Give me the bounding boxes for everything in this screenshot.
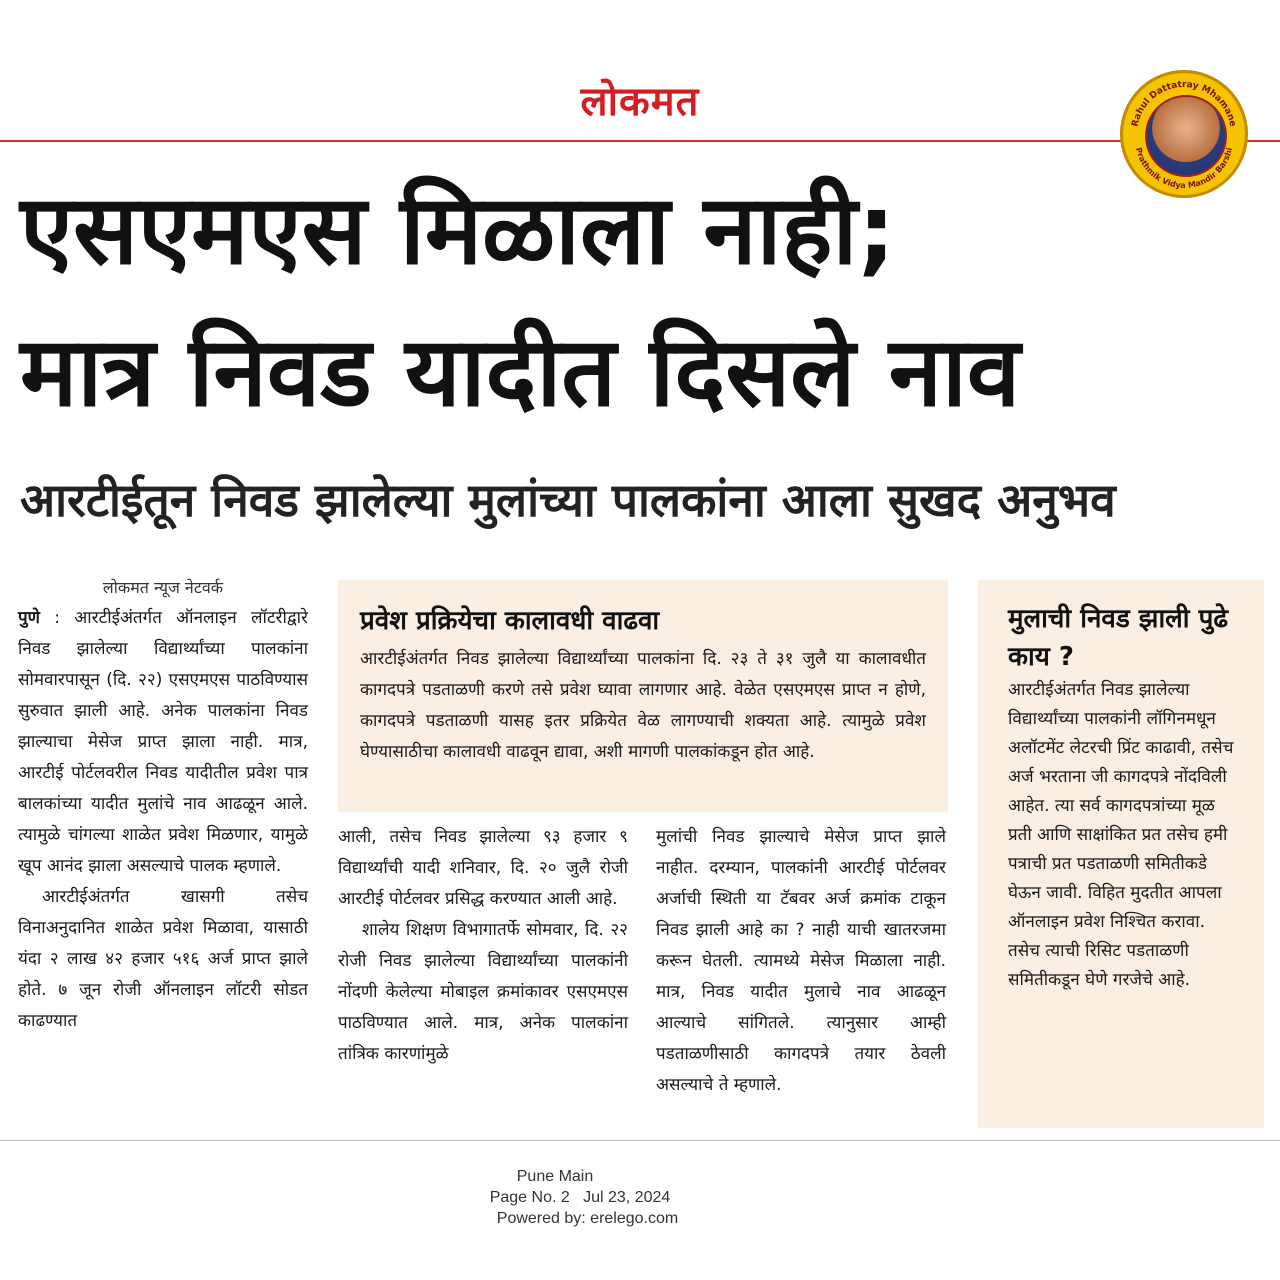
headline-line-2: मात्र निवड यादीत दिसले नाव: [20, 316, 1021, 428]
edition-label: Pune Main: [516, 1168, 594, 1185]
powered-by-label: Powered by: erelego.com: [496, 1210, 679, 1227]
article-para-4: शालेय शिक्षण विभागातर्फे सोमवार, दि. २२ रोजी निवड झालेल्या विद्यार्थ्यांच्या पालकांनी नोंदणी केलेल्या मोबाइल क्रमांकावर एसएमएस पाठविण्यात आले. मात्र, अनेक पालकांना तांत्रिक कारणांमुळे: [338, 920, 628, 1064]
masthead-rule: [0, 140, 1280, 142]
box-title-extend-deadline: प्रवेश प्रक्रियेचा कालावधी वाढवा: [360, 606, 660, 636]
article-para-1: पुणे : आरटीईअंतर्गत ऑनलाइन लॉटरीद्वारे निवड झालेल्या विद्यार्थ्यांच्या पालकांना सोमवारपासून (दि. २२) एसएमएस पाठविण्यास सुरुवात झाली आहे. अनेक पालकांना निवड झाल्याचा मेसेज प्राप्त झाला नाही. मात्र, आरटीई पोर्टलवरील निवड यादीतील प्रवेश पात्र बालकांच्या यादीत मुलांचे नाव आढळून आले. त्यामुळे चांगल्या शाळेत प्रवेश मिळणार, यामुळे खूप आनंद झाला असल्याचे पालक म्हणाले.: [18, 608, 309, 876]
article-column-3: [656, 822, 946, 1101]
masthead: [0, 70, 1280, 134]
dateline: पुणे: [18, 608, 40, 628]
badge-top-text: Rahul Dattatray Mhamane: [1130, 79, 1238, 128]
article-para-3: आली, तसेच निवड झालेल्या ९३ हजार ९ विद्यार्थ्यांची यादी शनिवार, दि. २० जुलै रोजी आरटीई पोर्टलवर प्रसिद्ध करण्यात आली आहे.: [338, 827, 628, 909]
profile-photo: [1145, 95, 1227, 177]
byline: लोकमत न्यूज नेटवर्क: [102, 578, 224, 597]
lokmat-logo: लोकमत: [580, 79, 700, 125]
box-title-next-steps: मुलाची निवड झाली पुढे काय ?: [1008, 604, 1228, 672]
article-para-2: आरटीईअंतर्गत खासगी तसेच विनाअनुदानित शाळेत प्रवेश मिळावा, यासाठी यंदा २ लाख ४२ हजार ५१६ अर्ज प्राप्त झाले होते. ७ जून रोजी ऑनलाइन लॉटरी सोडत काढण्यात: [18, 887, 308, 1031]
sidebar-box-extend-deadline: [338, 580, 948, 812]
box-body-next-steps: आरटीईअंतर्गत निवड झालेल्या विद्यार्थ्यांच्या पालकांनी लॉगिनमधून अलॉटमेंट लेटरची प्रिंट काढावी, तसेच अर्ज भरताना जी कागदपत्रे नोंदविली आहेत. त्या सर्व कागदपत्रांच्या मूळ प्रती आणि साक्षांकित प्रत तसेच हमी पत्राची प्रत पडताळणी समितीकडे घेऊन जावी. विहित मुदतीत आपला ऑनलाइन प्रवेश निश्चित करावा. तसेच त्याची रिसिट पडताळणी समितीकडून घेणे गरजेचे आहे.: [1008, 680, 1234, 990]
box-body-extend-deadline: आरटीईअंतर्गत निवड झालेल्या विद्यार्थ्यांच्या पालकांना दि. २३ ते ३१ जुलै या कालावधीत कागदपत्रे पडताळणी करणे तसे प्रवेश घ्यावा लागणार आहे. वेळेत एसएमएस प्राप्त न होणे, कागदपत्रे पडताळणी यासह इतर प्रक्रियेत वेळ लागण्याची शक्यता आहे. त्यामुळे प्रवेश घेण्यासाठीचा कालावधी वाढवून द्यावा, अशी मागणी पालकांकडून होत आहे.: [360, 649, 926, 762]
badge-bottom-text: Prathmik Vidya Mandir Barshi: [1133, 146, 1235, 191]
headline-line-1: एसएमएस मिळाला नाही;: [20, 174, 896, 286]
article-column-1: [18, 572, 308, 1037]
epaper-footer: [0, 1166, 1280, 1229]
page-date-label: Page No. 2 Jul 23, 2024: [489, 1189, 671, 1206]
article-para-5: मुलांची निवड झाल्याचे मेसेज प्राप्त झाले नाहीत. दरम्यान, पालकांनी आरटीई पोर्टलवर अर्जाची स्थिती या टॅबवर अर्ज क्रमांक टाकून निवड झाली आहे का ? नाही याची खातरजमा करून घेतली. त्यामध्ये मेसेज मिळाला नाही. मात्र, निवड यादीत मुलाचे नाव आढळून आल्याचे सांगितले. त्यानुसार आम्ही पडताळणीसाठी कागदपत्रे तयार ठेवली असल्याचे ते म्हणाले.: [656, 827, 946, 1095]
footer-rule: [0, 1140, 1280, 1141]
article-column-2: [338, 822, 628, 1070]
sidebar-box-next-steps: [978, 580, 1264, 1128]
subheadline: आरटीईतून निवड झालेल्या मुलांच्या पालकांना आला सुखद अनुभव: [20, 473, 1116, 527]
